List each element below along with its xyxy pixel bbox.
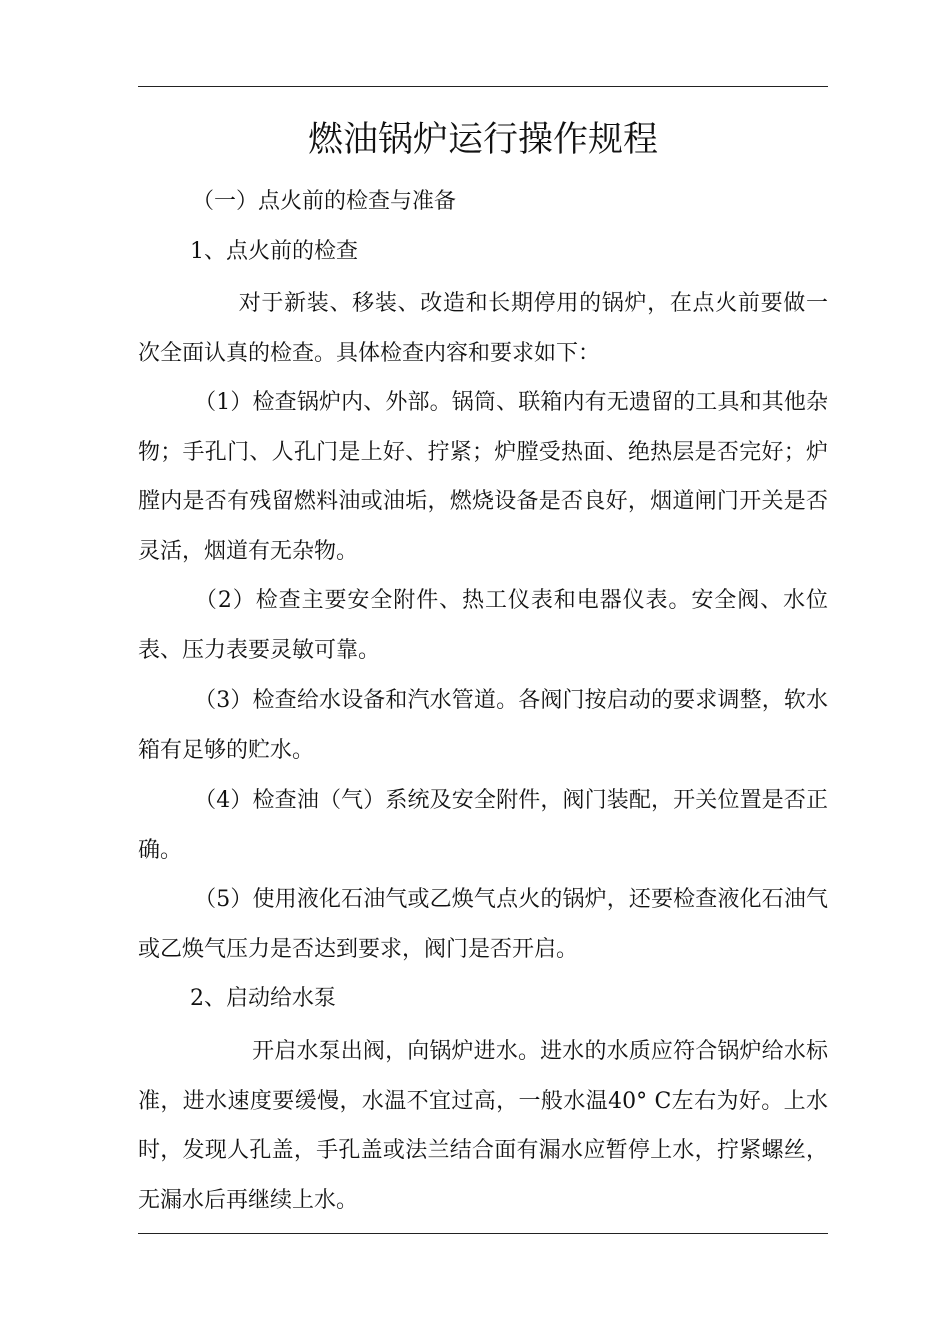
inspection-item-4 — [138, 776, 828, 875]
inspection-item-4-text: （4）检查油（气）系统及安全附件，阀门装配，开关位置是否正确。 — [138, 788, 828, 863]
footer-rule — [138, 1233, 828, 1234]
inspection-item-2-text: （2）检查主要安全附件、热工仪表和电器仪表。安全阀、水位表、压力表要灵敏可靠。 — [138, 588, 828, 663]
subsection-heading-pump: 2、启动给水泵 — [190, 986, 336, 1011]
pump-paragraph — [138, 1027, 828, 1226]
inspection-item-1-text: （1）检查锅炉内、外部。锅筒、联箱内有无遗留的工具和其他杂物；手孔门、人孔门是上好、拧紧；炉膛受热面、绝热层是否完好；炉膛内是否有残留燃料油或油垢，燃烧设备是否良好，烟道闸门开关是否灵活，烟道有无杂物。 — [138, 390, 828, 565]
subsection-heading-inspection: 1、点火前的检查 — [190, 239, 358, 264]
inspection-item-1 — [138, 378, 828, 577]
inspection-item-2 — [138, 576, 828, 675]
inspection-item-5 — [138, 875, 828, 974]
intro-paragraph-text: 对于新装、移装、改造和长期停用的锅炉，在点火前要做一次全面认真的检查。具体检查内容和要求如下： — [138, 291, 828, 366]
header-rule — [138, 86, 828, 87]
pump-paragraph-text: 开启水泵出阀，向锅炉进水。进水的水质应符合锅炉给水标准，进水速度要缓慢，水温不宜过高，一般水温40° C左右为好。上水时，发现人孔盖，手孔盖或法兰结合面有漏水应暂停上水，拧紧螺丝，无漏水后再继续上水。 — [138, 1039, 828, 1214]
inspection-item-3-text: （3）检查给水设备和汽水管道。各阀门按启动的要求调整，软水箱有足够的贮水。 — [138, 688, 828, 763]
intro-paragraph — [138, 279, 828, 378]
document-title: 燃油锅炉运行操作规程 — [307, 120, 658, 160]
inspection-item-3 — [138, 676, 828, 775]
section-heading: （一）点火前的检查与准备 — [192, 189, 457, 214]
inspection-item-5-text: （5）使用液化石油气或乙焕气点火的锅炉，还要检查液化石油气或乙焕气压力是否达到要求，阀门是否开启。 — [138, 887, 828, 962]
